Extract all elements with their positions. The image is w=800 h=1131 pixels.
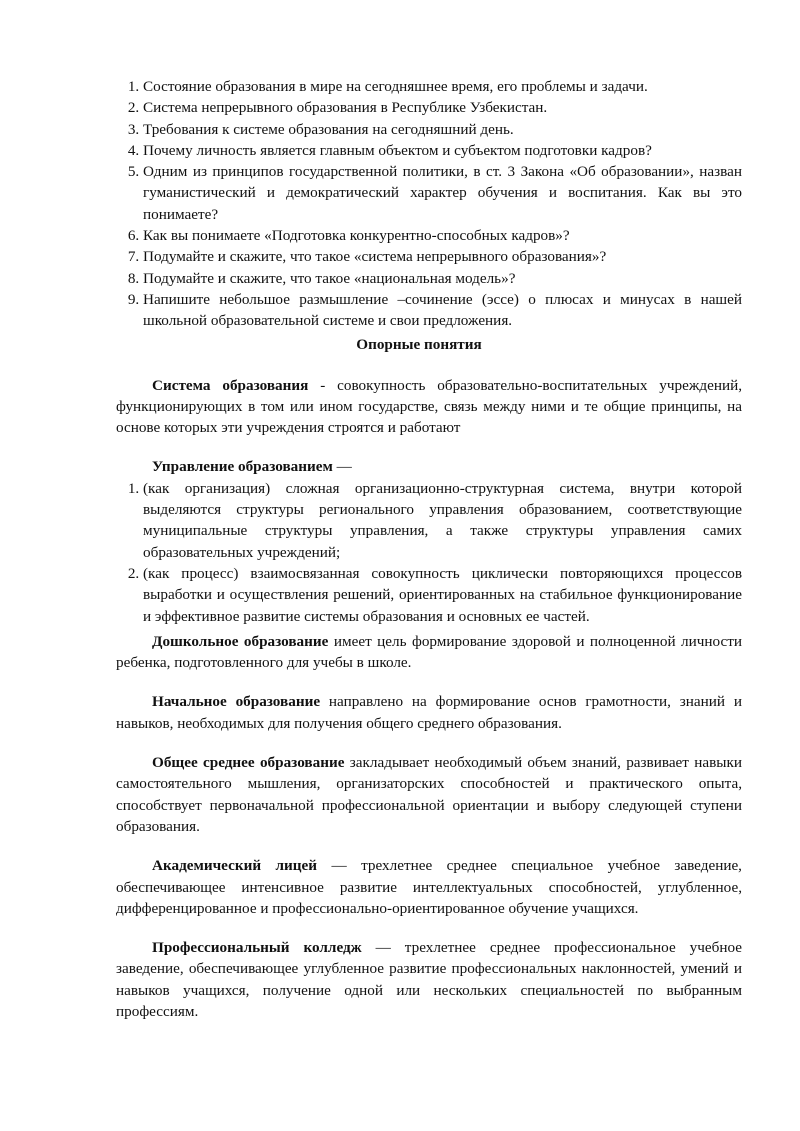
management-item: 1. (как организация) сложная организационно-структурная система, внутри которой выделяются структуры регионального управления образованием, соответствующие муниципальные структуры управления, а также структуры управления самих образовательных учреждений; [143, 478, 742, 563]
question-item: 2. Система непрерывного образования в Республике Узбекистан. [143, 97, 742, 118]
definition-preschool-text: имеет цель формирование здоровой и полноценной личности ребенка, подготовленного для учебы в школе. [116, 632, 742, 672]
definition-preschool [116, 631, 742, 674]
questions-list [116, 76, 742, 332]
management-dash: — [332, 458, 352, 476]
definition-lyceum-text: — трехлетнее среднее специальное учебное заведение, обеспечивающее интенсивное развитие интеллектуальных способностей, углубленное, дифференцированное и профессионально-ориентированное обучение учащихся. [116, 857, 742, 917]
term-preschool: Дошкольное образование [152, 632, 329, 650]
question-item: 4. Почему личность является главным объектом и субъектом подготовки кадров? [143, 140, 742, 161]
term-system: Система образования [152, 376, 309, 394]
term-primary: Начальное образование [152, 693, 321, 711]
definition-system-text: - совокупность образовательно-воспитательных учреждений, функционирующих в том или ином государстве, связь между ними и те общие принципы, на основе которых эти учреждения строятся и работают [116, 376, 742, 437]
management-item: 2. (как процесс) взаимосвязанная совокупность циклически повторяющихся процессов выработки и осуществления решений, ориентированных на стабильное функционирование и эффективное развитие системы образования и основных ее частей. [143, 563, 742, 627]
question-item: 9. Напишите небольшое размышление –сочинение (эссе) о плюсах и минусах в нашей школьной образовательной системе и свои предложения. [143, 289, 742, 332]
definition-secondary-text: закладывает необходимый объем знаний, развивает навыки самостоятельного мышления, организаторских способностей и практического опыта, способствует первоначальной профессиональной ориентации и выбору следующей ступени образования. [116, 754, 742, 835]
question-item: 3. Требования к системе образования на сегодняшний день. [143, 119, 742, 140]
definition-lyceum [116, 855, 742, 919]
definition-primary-text: направлено на формирование основ грамотности, знаний и навыков, необходимых для получения общего среднего образования. [116, 693, 742, 732]
question-item: 6. Как вы понимаете «Подготовка конкурентно-способных кадров»? [143, 225, 742, 246]
section-title: Опорные понятия [356, 335, 482, 353]
definition-primary [116, 691, 742, 734]
term-management: Управление образованием [152, 458, 333, 476]
definition-secondary [116, 752, 742, 837]
question-item: 5. Одним из принципов государственной политики, в ст. 3 Закона «Об образовании», назван гуманистический и демократический характер обучения и воспитания. Как вы это понимаете? [143, 161, 742, 225]
term-college: Профессиональный колледж [152, 939, 362, 957]
question-item: 8. Подумайте и скажите, что такое «национальная модель»? [143, 268, 742, 289]
definition-college-text: — трехлетнее среднее профессиональное учебное заведение, обеспечивающее углубленное развитие профессиональных наклонностей, умений и навыков учащихся, получение одной или нескольких специальностей по выбранным профессиям. [116, 939, 742, 1020]
definition-system [116, 375, 742, 439]
definition-management-heading [116, 456, 742, 477]
term-secondary: Общее среднее образование [152, 754, 345, 772]
definition-college [116, 937, 742, 1022]
question-item: 7. Подумайте и скажите, что такое «система непрерывного образования»? [143, 246, 742, 267]
question-item: 1. Состояние образования в мире на сегодняшнее время, его проблемы и задачи. [143, 76, 742, 97]
term-lyceum: Академический лицей [152, 857, 318, 875]
management-list [116, 478, 742, 627]
